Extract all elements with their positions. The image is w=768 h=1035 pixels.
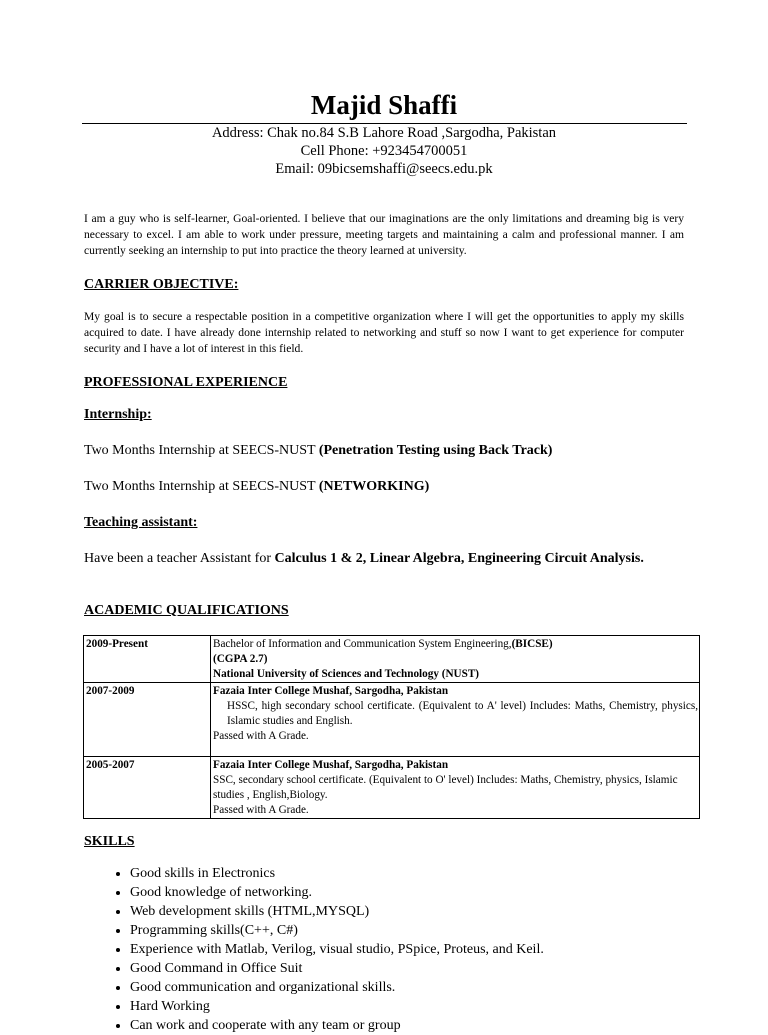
internship-topic: (NETWORKING) <box>318 479 430 494</box>
ta-courses: Calculus 1 & 2, Linear Algebra, Engineering Circuit Analysis. <box>274 551 644 566</box>
internship-item <box>84 441 684 460</box>
teaching-assistant-heading: Teaching assistant: <box>84 515 198 530</box>
details-line: SSC, secondary school certificate. (Equivalent to O' level) Includes: Maths, Chemistry, physics, Islamic studies , English,Biology. <box>213 774 678 801</box>
objective-paragraph: My goal is to secure a respectable position in a competitive organization where I will get the opportunities to apply my skills acquired to date. I have already done internship related to networking and stuff so now I want to get experience for computer security and I have a lot of interest in this field. <box>84 310 684 355</box>
result-line: Passed with A Grade. <box>213 730 309 742</box>
academic-table <box>83 635 700 819</box>
skills-list <box>84 864 690 1035</box>
list-item: • Good skills in Electronics <box>130 864 690 883</box>
teaching-assistant-line <box>84 549 684 568</box>
objective-heading: CARRIER OBJECTIVE: <box>84 277 239 292</box>
degree-name: Bachelor of Information and Communication System Engineering, <box>213 638 512 650</box>
degree-abbr: (BICSE) <box>511 638 553 650</box>
contact-block <box>0 124 768 178</box>
qualification-cell <box>211 636 700 683</box>
details-line: HSSC, high secondary school certificate. (Equivalent to A' level) Includes: Maths, Chemistry, physics, Islamic studies and English. <box>227 700 698 727</box>
phone-line: Cell Phone: +923454700051 <box>300 143 468 159</box>
internship-topic: (Penetration Testing using Back Track) <box>318 443 553 458</box>
internship-item <box>84 477 684 496</box>
list-item: • Hard Working <box>130 997 690 1016</box>
list-item: • Programming skills(C++, C#) <box>130 921 690 940</box>
email-line: Email: 09bicsemshaffi@seecs.edu.pk <box>275 161 493 177</box>
list-item: • Web development skills (HTML,MYSQL) <box>130 902 690 921</box>
skills-heading: SKILLS <box>84 834 135 849</box>
academic-heading: ACADEMIC QUALIFICATIONS <box>84 603 289 618</box>
address-line: Address: Chak no.84 S.B Lahore Road ,Sargodha, Pakistan <box>211 125 557 141</box>
list-item: • Can work and cooperate with any team or group <box>130 1016 690 1035</box>
list-item: • Good Command in Office Suit <box>130 959 690 978</box>
table-row <box>84 757 700 819</box>
years-cell: 2009-Present <box>84 636 211 683</box>
list-item: • Good communication and organizational skills. <box>130 978 690 997</box>
table-row <box>84 636 700 683</box>
institution-line: Fazaia Inter College Mushaf, Sargodha, Pakistan <box>213 759 449 771</box>
qualification-cell <box>211 683 700 757</box>
candidate-name: Majid Shaffi <box>310 90 458 120</box>
years-cell: 2005-2007 <box>84 757 211 819</box>
result-line: Passed with A Grade. <box>213 804 309 816</box>
table-row <box>84 683 700 757</box>
internship-prefix: Two Months Internship at SEECS-NUST <box>84 443 319 458</box>
cgpa-line: (CGPA 2.7) <box>213 653 268 665</box>
institution-line: National University of Sciences and Technology (NUST) <box>213 668 480 680</box>
ta-prefix: Have been a teacher Assistant for <box>84 551 275 566</box>
internship-heading: Internship: <box>84 407 152 422</box>
internship-prefix: Two Months Internship at SEECS-NUST <box>84 479 319 494</box>
institution-line: Fazaia Inter College Mushaf, Sargodha, Pakistan <box>213 685 449 697</box>
intro-paragraph: I am a guy who is self-learner, Goal-oriented. I believe that our imaginations are the only limitations and dreaming big is very necessary to excel. I am able to work under pressure, meeting targets and maintaining a calm and professional manner. I am currently seeking an internship to put into practice the theory learned at university. <box>84 212 684 257</box>
degree-line <box>213 637 698 652</box>
years-cell: 2007-2009 <box>84 683 211 757</box>
list-item: • Experience with Matlab, Verilog, visual studio, PSpice, Proteus, and Keil. <box>130 940 690 959</box>
experience-heading: PROFESSIONAL EXPERIENCE <box>84 375 288 390</box>
qualification-cell <box>211 757 700 819</box>
list-item: • Good knowledge of networking. <box>130 883 690 902</box>
